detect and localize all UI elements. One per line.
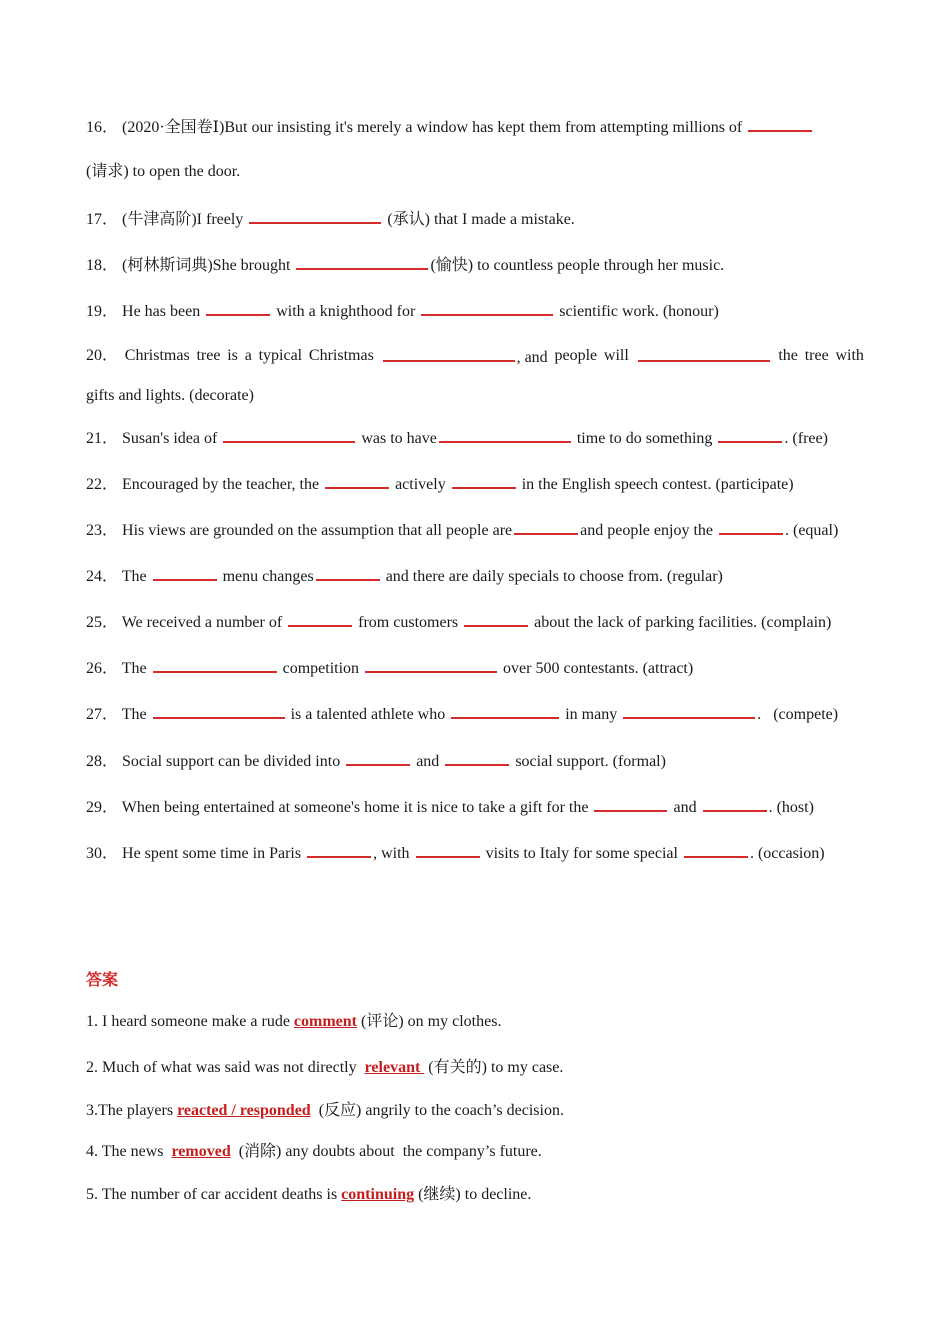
answer-blank[interactable] — [153, 703, 285, 719]
question-17 — [86, 208, 575, 230]
question-26 — [86, 657, 693, 679]
question-text: Social support can be divided into — [122, 753, 341, 770]
question-text: with a knighthood for — [276, 303, 416, 320]
answer-4 — [86, 1142, 542, 1162]
question-text: about the lack of parking facilities. (complain) — [534, 614, 832, 631]
question-text: Encouraged by the teacher, the — [122, 476, 320, 493]
question-23 — [86, 519, 838, 541]
answer-blank[interactable] — [307, 842, 371, 858]
answers-heading: 答案 — [86, 970, 119, 989]
question-text: (愉快) to countless people through her music. — [430, 257, 725, 274]
answer-key: removed — [171, 1143, 231, 1160]
question-text: (柯林斯词典)She brought — [122, 257, 291, 274]
question-text: . (host) — [768, 799, 814, 816]
question-number: 26． — [86, 660, 119, 677]
question-text: (承认) that I made a mistake. — [387, 211, 575, 228]
question-text: The — [121, 568, 147, 585]
question-text: in many — [565, 706, 618, 723]
answer-blank[interactable] — [249, 208, 381, 224]
answer-text: (有关的) to my case. — [424, 1059, 564, 1076]
question-text: and — [416, 753, 440, 770]
question-text: The — [121, 660, 147, 677]
question-word: Christmas — [124, 347, 190, 364]
question-text: (牛津高阶)I freely — [122, 211, 244, 228]
answer-text: 3.The players — [86, 1102, 178, 1119]
answer-blank[interactable] — [296, 254, 428, 270]
answer-text: 1. I heard someone make a rude — [86, 1013, 294, 1030]
answer-blank[interactable] — [594, 796, 667, 812]
question-text: over 500 contestants. (attract) — [503, 660, 694, 677]
question-text: and there are daily specials to choose from. (regular) — [385, 568, 723, 585]
answer-1 — [86, 1012, 501, 1032]
question-text: . (occasion) — [749, 845, 825, 862]
question-text: He has been — [122, 303, 201, 320]
question-19 — [86, 300, 719, 322]
question-30 — [86, 842, 825, 864]
question-28 — [86, 750, 666, 772]
answer-text: 4. The news — [86, 1143, 172, 1160]
answer-blank[interactable] — [718, 427, 782, 443]
question-number: 16． — [86, 119, 119, 136]
answer-blank[interactable] — [684, 842, 748, 858]
question-number: 24． — [86, 568, 119, 585]
question-word: tree — [804, 347, 829, 364]
answer-blank[interactable] — [623, 703, 755, 719]
answer-blank[interactable] — [206, 300, 270, 316]
answer-text: 5. The number of car accident deaths is — [86, 1186, 342, 1203]
question-21 — [86, 427, 828, 449]
answer-blank[interactable] — [346, 750, 410, 766]
answer-blank[interactable] — [416, 842, 480, 858]
question-text: time to do something — [576, 430, 713, 447]
answer-blank[interactable] — [316, 565, 380, 581]
question-text: (2020·全国卷Ⅰ)But our insisting it's merely a window has kept them from attempting millions of — [122, 119, 743, 136]
answer-2 — [86, 1058, 563, 1078]
question-text: When being entertained at someone's home it is nice to take a gift for the — [121, 799, 589, 816]
question-text: actively — [395, 476, 446, 493]
question-text: and people enjoy the — [580, 522, 713, 539]
question-word: a — [244, 347, 252, 364]
question-number: 19． — [86, 303, 119, 320]
question-text: His views are grounded on the assumption that all people are — [122, 522, 513, 539]
question-27 — [86, 703, 838, 725]
answer-text: (消除) any doubts about the company’s future. — [230, 1143, 542, 1160]
question-number: 22． — [86, 476, 119, 493]
question-number: 23． — [86, 522, 119, 539]
question-word: typical — [258, 347, 303, 364]
question-number: 20． — [86, 347, 119, 364]
answer-text: (评论) on my clothes. — [357, 1013, 502, 1030]
question-text: , with — [373, 845, 410, 862]
question-word: tree — [196, 347, 221, 364]
answer-blank[interactable] — [452, 473, 516, 489]
question-text: We received a number of — [121, 614, 283, 631]
question-18 — [86, 254, 724, 276]
answer-text: (继续) to decline. — [414, 1186, 532, 1203]
answer-blank[interactable] — [445, 750, 509, 766]
question-word: people — [554, 347, 598, 364]
question-text: gifts and lights. (decorate) — [86, 387, 254, 404]
question-text: . (compete) — [757, 706, 839, 723]
answer-blank[interactable] — [464, 611, 528, 627]
question-number: 30． — [86, 845, 119, 862]
question-20-line-2 — [86, 386, 254, 406]
question-number: 29． — [86, 799, 119, 816]
question-text: visits to Italy for some special — [485, 845, 678, 862]
answer-blank[interactable] — [703, 796, 767, 812]
question-text: menu changes — [222, 568, 314, 585]
question-number: 27． — [86, 706, 119, 723]
question-16-line-2 — [86, 162, 240, 182]
answer-key: relevant — [364, 1059, 425, 1076]
question-text: The — [121, 706, 147, 723]
answer-blank[interactable] — [638, 346, 770, 362]
question-22 — [86, 473, 794, 495]
answer-3 — [86, 1101, 564, 1121]
question-word: Christmas — [308, 347, 374, 364]
question-number: 18． — [86, 257, 119, 274]
question-text: . (free) — [784, 430, 828, 447]
answer-key: comment — [293, 1013, 358, 1030]
answer-blank[interactable] — [719, 519, 783, 535]
question-text: from customers — [358, 614, 459, 631]
question-number: 28． — [86, 753, 119, 770]
answer-text: (反应) angrily to the coach’s decision. — [310, 1102, 564, 1119]
answer-blank[interactable] — [153, 565, 217, 581]
question-word: the — [778, 347, 798, 364]
question-text: Susan's idea of — [122, 430, 218, 447]
question-16 — [86, 116, 814, 138]
question-text: competition — [282, 660, 360, 677]
answer-blank[interactable] — [365, 657, 497, 673]
question-number: 25． — [86, 614, 119, 631]
question-text: . (equal) — [784, 522, 839, 539]
answer-blank[interactable] — [325, 473, 389, 489]
question-text: was to have — [361, 430, 437, 447]
question-text: in the English speech contest. (participate) — [521, 476, 794, 493]
answer-key: continuing — [341, 1186, 415, 1203]
answer-blank[interactable] — [383, 346, 515, 362]
question-text: (请求) to open the door. — [86, 163, 241, 180]
question-29 — [86, 796, 814, 818]
answer-key: reacted / responded — [177, 1102, 311, 1119]
question-text: and — [673, 799, 697, 816]
question-number: 17． — [86, 211, 119, 228]
question-word: with — [835, 347, 864, 364]
question-text: He spent some time in Paris — [122, 845, 302, 862]
answer-blank[interactable] — [421, 300, 553, 316]
question-word: , and — [516, 349, 548, 366]
question-20 — [86, 346, 864, 368]
question-text: social support. (formal) — [515, 753, 666, 770]
answer-blank[interactable] — [223, 427, 355, 443]
question-24 — [86, 565, 723, 587]
answer-5 — [86, 1185, 531, 1205]
answer-blank[interactable] — [451, 703, 559, 719]
answer-blank[interactable] — [514, 519, 578, 535]
question-number: 21． — [86, 430, 119, 447]
question-word: is — [227, 347, 238, 364]
answer-blank[interactable] — [748, 116, 812, 132]
answer-blank[interactable] — [153, 657, 277, 673]
question-text: is a talented athlete who — [290, 706, 446, 723]
question-word: will — [603, 347, 629, 364]
answer-blank[interactable] — [439, 427, 571, 443]
question-25 — [86, 611, 831, 633]
answer-blank[interactable] — [288, 611, 352, 627]
answer-text: 2. Much of what was said was not directly — [86, 1059, 365, 1076]
question-text: scientific work. (honour) — [559, 303, 719, 320]
